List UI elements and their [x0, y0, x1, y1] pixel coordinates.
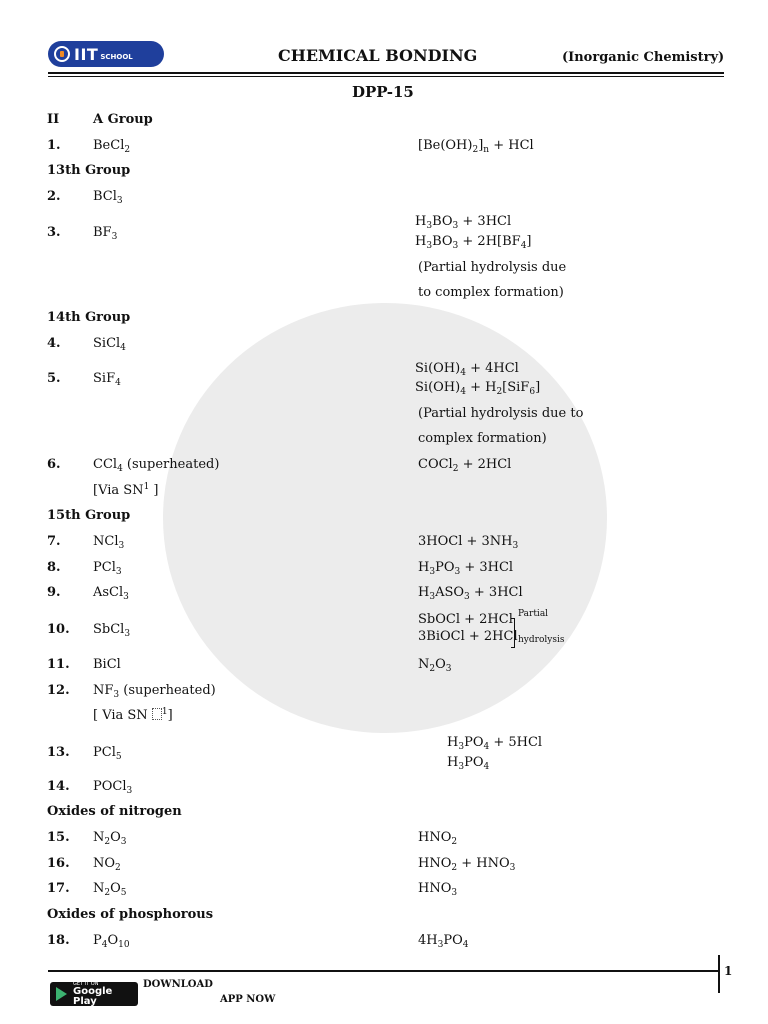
compound: NCl$_3$ [93, 534, 125, 551]
item-number: 3. [47, 225, 61, 240]
product: 3HOCl + $3NH_3$ [418, 534, 519, 551]
item-number: 1. [47, 138, 61, 153]
compound: SbCl$_3$ [93, 622, 131, 639]
group-heading: Oxides of nitrogen [47, 804, 182, 819]
note: to complex formation) [418, 285, 564, 300]
group-heading: 13th Group [47, 163, 131, 178]
product: $H_3ASO_3 + 3HCl$ [418, 585, 523, 602]
compound: $NO_2$ [93, 856, 121, 873]
product: $H_3BO_3 + 2H[BF_4]$ [415, 234, 532, 251]
item-number: 14. [47, 779, 70, 794]
header-rule-thin [48, 76, 724, 77]
note: complex formation) [418, 431, 547, 446]
item-number: 2. [47, 189, 61, 204]
item-number: 18. [47, 933, 70, 948]
bracket [511, 618, 515, 648]
note: (Partial hydrolysis due to [418, 406, 584, 421]
compound: PCl$_5$ [93, 745, 122, 762]
product: $H_3PO_4 + 5HCl$ [447, 735, 543, 752]
product: $H_3PO_3 + 3HCl$ [418, 560, 514, 577]
tag-hydrolysis: hydrolysis [518, 635, 565, 645]
group-heading: Oxides of phosphorous [47, 907, 214, 922]
item-number: 9. [47, 585, 61, 600]
compound: SiF$_4$ [93, 371, 121, 388]
compound: BiCl [93, 657, 121, 672]
mechanism: [ Via SN $^1$] [93, 707, 173, 723]
footer-rule [48, 970, 720, 972]
download-label: DOWNLOAD [143, 979, 213, 990]
item-number: 16. [47, 856, 70, 871]
group-roman: II [47, 112, 60, 127]
iit-school-logo [48, 41, 164, 67]
item-number: 5. [47, 371, 61, 386]
compound: $BF_3$ [93, 225, 118, 242]
logo-subtext: SCHOOL [100, 53, 133, 61]
compound: BeCl$_2$ [93, 138, 131, 155]
dpp-title: DPP-15 [352, 83, 414, 101]
product: COCl$_2$ + 2HCl [418, 457, 512, 474]
mechanism: [Via $SN^1$ ] [93, 482, 159, 498]
item-number: 12. [47, 683, 70, 698]
product: $N_2O_3$ [418, 657, 452, 674]
product: $H_3BO_3 + 3HCl$ [415, 214, 512, 231]
group-heading: A Group [93, 112, 153, 127]
footer-vertical-rule [718, 955, 720, 993]
store-small-text: GET IT ON [73, 980, 99, 987]
item-number: 11. [47, 657, 70, 672]
store-big-text: Google Play [73, 985, 113, 1007]
compound: AsCl$_3$ [93, 585, 129, 602]
item-number: 13. [47, 745, 70, 760]
item-number: 15. [47, 830, 70, 845]
item-number: 6. [47, 457, 61, 472]
product: $HNO_3$ [418, 881, 458, 898]
item-number: 10. [47, 622, 70, 637]
compound: $N_2O_5$ [93, 881, 127, 898]
product: $HNO_2 + HNO_3$ [418, 856, 516, 873]
group-heading: 15th Group [47, 508, 131, 523]
compound: $P_4O_{10}$ [93, 933, 130, 950]
compound: BCl$_3$ [93, 189, 123, 206]
compound: POCl$_3$ [93, 779, 133, 796]
compound: CCl$_4$ (superheated) [93, 457, 220, 474]
play-store-icon [56, 987, 67, 1001]
product: $H_3PO_4$ [447, 755, 490, 772]
product: $[Be(OH)_2]_n$ + HCl [418, 138, 534, 155]
item-number: 7. [47, 534, 61, 549]
item-number: 8. [47, 560, 61, 575]
compound: PCl$_3$ [93, 560, 122, 577]
item-number: 4. [47, 336, 61, 351]
compound: $NF_3$ (superheated) [93, 683, 216, 700]
compound: $N_2O_3$ [93, 830, 127, 847]
item-number: 17. [47, 881, 70, 896]
tag-partial: Partial [518, 609, 549, 619]
note: (Partial hydrolysis due [418, 260, 567, 275]
header-rule [48, 72, 724, 74]
app-now-label: APP NOW [220, 994, 276, 1005]
logo-text: IIT [74, 44, 99, 64]
group-heading: 14th Group [47, 310, 131, 325]
product: $Si(OH)_4 + 4HCl$ [415, 361, 519, 378]
watermark-circle [163, 303, 607, 733]
product: 3BiOCl + 2HCl [418, 629, 518, 644]
compound: SiCl$_4$ [93, 336, 126, 353]
product: $HNO_2$ [418, 830, 458, 847]
product: $Si(OH)_4 + H_2[SiF_6]$ [415, 380, 541, 397]
logo-icon [54, 46, 70, 62]
page-title: CHEMICAL BONDING [278, 46, 478, 65]
subject-label: (Inorganic Chemistry) [562, 50, 725, 65]
google-play-badge[interactable] [50, 982, 138, 1006]
product: $4H_3PO_4$ [418, 933, 469, 950]
page-number: 1 [724, 964, 733, 978]
product: SbOCl + 2HCl [418, 612, 513, 627]
